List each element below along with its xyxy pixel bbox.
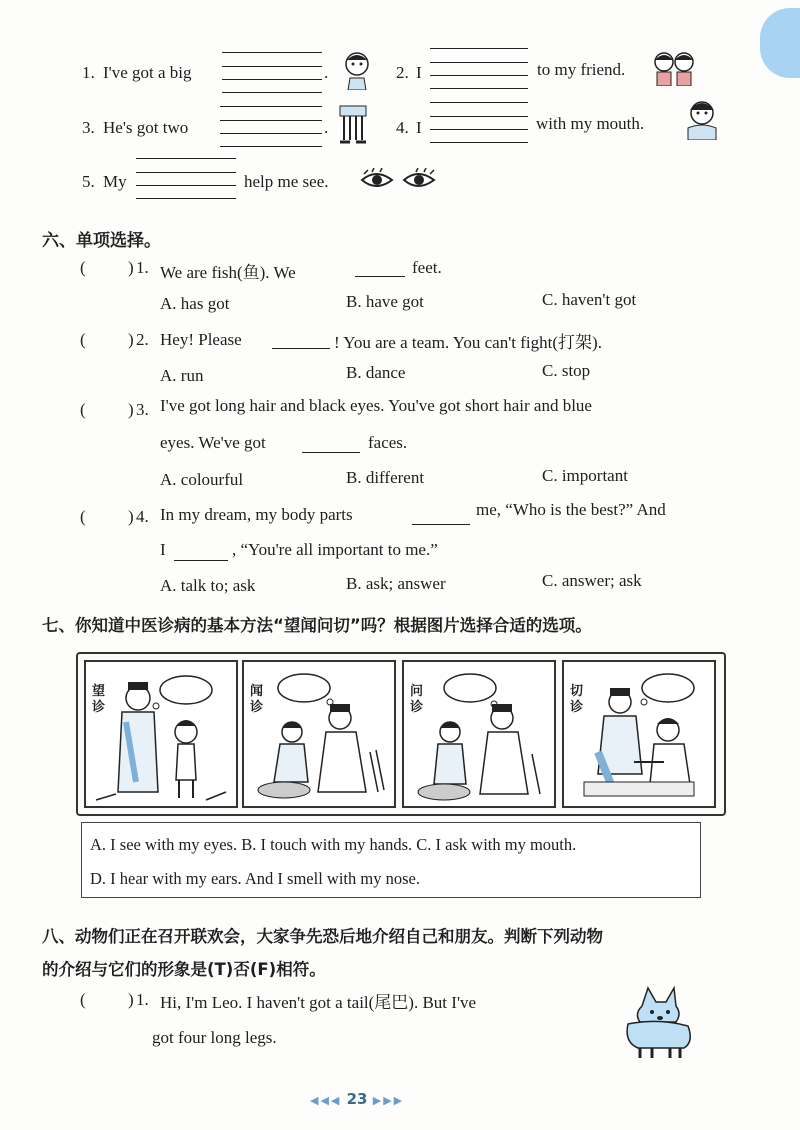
q5-1-line-top [222,52,322,53]
q5-5-number: 5. [82,172,95,191]
prev-arrows-icon: ◀◀◀ [310,1094,342,1107]
q6-2-text-b: ! You are a team. You can't fight(打架). [334,333,602,352]
q6-3-number: 3. [136,400,149,419]
q6-1-option-a: A. has got [160,294,230,313]
panel-ask-label: 问诊 [410,684,424,715]
q5-5-text-after: help me see. [244,172,329,191]
q5-2-number: 2. [396,63,409,82]
q6-3-close: ) [128,400,134,419]
q5-4-line-bottom [430,142,528,143]
q6-1-option-c: C. haven't got [542,290,637,309]
panel-look-label: 望诊 [92,684,106,715]
q5-2-text: I [416,63,422,82]
q5-2-line-mid [430,62,528,63]
page-footer [310,1090,404,1108]
doctor-looking-illustration [86,662,236,806]
q6-4-option-c: C. answer; ask [542,571,642,590]
q5-3-line-top [220,106,322,107]
options-box [81,822,701,898]
q5-2-text-after: to my friend. [537,60,626,79]
dog-corgi-icon [618,984,698,1064]
q8-1-line-1: Hi, I'm Leo. I haven't got a tail(尾巴). But I've [160,993,477,1012]
q6-2-text-a: Hey! Please [160,330,242,349]
q5-4-text: I [416,118,422,137]
q5-1-line-mid [222,66,322,67]
two-girls-whisper-icon [652,50,696,86]
q6-2-option-c: C. stop [542,361,591,380]
q6-1-close: ) [128,258,134,277]
q6-2-blank[interactable] [272,334,330,349]
q6-1-text-b: feet. [412,258,442,277]
q5-5-text: My [103,172,127,191]
q6-3-option-a: A. colourful [160,470,244,489]
q6-1-paren[interactable]: ( [80,258,86,277]
q6-3-blank[interactable] [302,438,360,453]
q6-3-text-b: eyes. We've got [160,433,266,452]
q5-5-line-bottom [136,198,236,199]
options-line-2: D. I hear with my ears. And I smell with my nose. [90,869,420,888]
page-number: 23 [346,1090,368,1108]
part8-title-line-1: 八、动物们正在召开联欢会，大家争先恐后地介绍自己和朋友。判断下列动物 [42,927,603,946]
q5-4-line-input[interactable] [430,129,528,130]
q5-1-number: 1. [82,63,95,82]
panel-look [84,660,238,808]
q5-4-text-after: with my mouth. [536,114,645,133]
doctor-listening-illustration [244,662,394,806]
q8-1-line-2: got four long legs. [152,1028,277,1047]
q5-1-text: I've got a big [103,63,192,82]
q5-4-line-top [430,102,528,103]
boy-nose-icon [340,50,374,90]
q5-3-number: 3. [82,118,95,137]
q5-3-line-input[interactable] [220,133,322,134]
q5-1-line-bottom [222,92,322,93]
part7-title: 七、你知道中医诊病的基本方法“望闻问切”吗？根据图片选择合适的选项。 [42,616,592,635]
q5-5-line-top [136,158,236,159]
girl-eating-icon [682,98,722,140]
q6-2-number: 2. [136,330,149,349]
q6-2-option-a: A. run [160,366,204,385]
q5-3-line-bottom [220,146,322,147]
q5-5-line-input[interactable] [136,185,236,186]
q6-4-text-a: In my dream, my body parts [160,505,353,524]
q6-3-option-b: B. different [346,468,425,487]
diagnosis-comic-strip [76,652,726,816]
part8-title-line-2: 的介绍与它们的形象是(T)否(F)相符。 [42,960,326,979]
panel-listen [242,660,396,808]
q5-1-period: . [324,63,329,82]
q5-3-text: He's got two [103,118,189,137]
q6-2-option-b: B. dance [346,363,406,382]
q6-2-close: ) [128,330,134,349]
panel-touch [562,660,716,808]
q5-5-line-mid [136,172,236,173]
q6-4-paren[interactable]: ( [80,507,86,526]
q6-4-text-d: , “You're all important to me.” [232,540,438,559]
q6-1-option-b: B. have got [346,292,424,311]
q5-4-line-mid [430,116,528,117]
q5-2-line-input[interactable] [430,75,528,76]
q6-4-option-b: B. ask; answer [346,574,446,593]
q6-3-paren[interactable]: ( [80,400,86,419]
q6-4-close: ) [128,507,134,526]
panel-touch-label: 切诊 [570,684,584,715]
part6-title: 六、单项选择。 [42,231,161,251]
doctor-pulse-illustration [564,662,714,806]
next-arrows-icon: ▶▶▶ [372,1094,405,1107]
q6-3-text-c: faces. [368,433,408,452]
q6-4-blank-2[interactable] [174,546,228,561]
q5-3-period: . [324,118,329,137]
q6-4-option-a: A. talk to; ask [160,576,256,595]
q6-1-text-a: We are fish(鱼). We [160,263,296,282]
q6-3-text-a: I've got long hair and black eyes. You've got short hair and blue [160,396,592,415]
q5-3-line-mid [220,120,322,121]
q6-3-option-c: C. important [542,466,628,485]
q6-1-number: 1. [136,258,149,277]
q6-1-blank[interactable] [355,262,405,277]
q6-2-paren[interactable]: ( [80,330,86,349]
q8-1-number: 1. [136,990,149,1009]
q8-1-paren[interactable]: ( [80,990,86,1009]
q6-4-blank-1[interactable] [412,510,470,525]
doctor-asking-illustration [404,662,554,806]
options-line-1: A. I see with my eyes. B. I touch with my hands. C. I ask with my mouth. [90,835,577,854]
legs-icon [336,104,370,144]
q6-4-text-c: I [160,540,166,559]
q6-4-text-b: me, “Who is the best?” And [476,500,666,519]
q6-4-number: 4. [136,507,149,526]
q8-1-close: ) [128,990,134,1009]
q5-4-number: 4. [396,118,409,137]
q5-2-line-top [430,48,528,49]
eyes-icon [360,168,438,192]
panel-listen-label: 闻诊 [250,684,264,715]
corner-tab [760,8,800,78]
q5-1-line-input[interactable] [222,79,322,80]
panel-ask [402,660,556,808]
q5-2-line-bottom [430,88,528,89]
